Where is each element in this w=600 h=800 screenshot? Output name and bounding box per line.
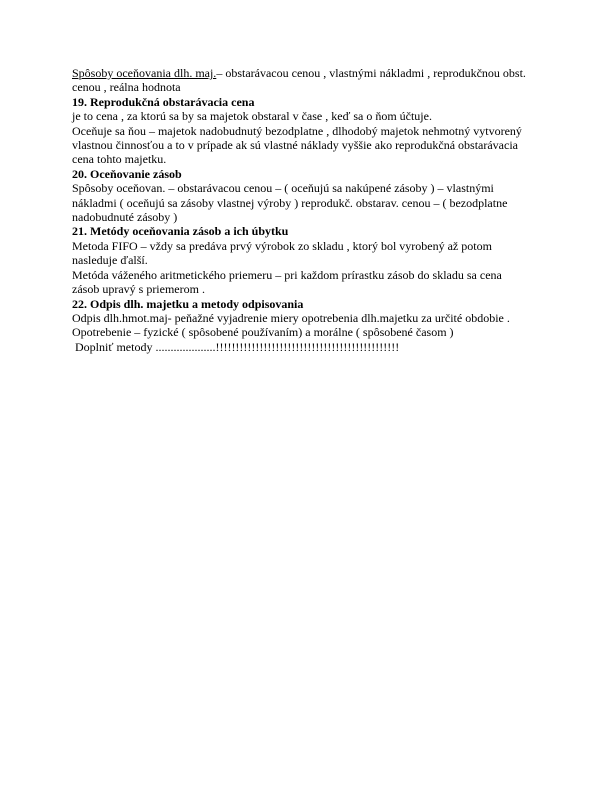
section-19 — [72, 95, 532, 167]
section-heading: 19. Reprodukčná obstarávacia cena — [72, 94, 255, 109]
section-heading: 21. Metódy oceňovania zásob a ich úbytku — [72, 224, 289, 239]
section-heading: 22. Odpis dlh. majetku a metody odpisovania — [72, 296, 304, 311]
section-20 — [72, 167, 532, 225]
intro-rest: – obstarávacou cenou , vlastnými nákladmi , reprodukčnou obst. cenou , reálna hodnota — [72, 66, 526, 95]
section-21 — [72, 224, 532, 296]
section-paragraph: Opotrebenie – fyzické ( spôsobené používaním) a morálne ( spôsobené časom ) — [72, 325, 454, 340]
intro-term: Spôsoby oceňovania dlh. maj. — [72, 66, 217, 80]
section-paragraph: Doplniť metody ....................!!!!!!!!!!!!!!!!!!!!!!!!!!!!!!!!!!!!!!!!!!!!!! — [72, 339, 400, 354]
section-paragraph: Metóda váženého aritmetického priemeru – pri každom prírastku zásob do skladu sa cena zásob upravý s priemerom . — [72, 267, 502, 297]
section-22 — [72, 297, 532, 355]
intro-paragraph — [72, 66, 532, 95]
section-paragraph: Metoda FIFO – vždy sa predáva prvý výrobok zo skladu , ktorý bol vyrobený až potom nasleduje ďalší. — [72, 238, 492, 268]
section-paragraph: Spôsoby oceňovan. – obstarávacou cenou – ( oceňujú sa nakúpené zásoby ) – vlastnými nákladmi ( oceňujú sa zásoby vlastnej výroby ) reprodukč. obstarav. cenou – ( bezodplatne nadobudnuté zásoby ) — [72, 181, 508, 225]
section-heading: 20. Oceňovanie zásob — [72, 166, 182, 181]
section-paragraph: Odpis dlh.hmot.maj- peňažné vyjadrenie miery opotrebenia dlh.majetku za určité obdobie . — [72, 310, 510, 325]
section-paragraph: je to cena , za ktorú sa by sa majetok obstaral v čase , keď sa o ňom účtuje. — [72, 109, 432, 124]
document-page — [72, 66, 532, 354]
section-paragraph: Oceňuje sa ňou – majetok nadobudnutý bezodplatne , dlhodobý majetok nehmotný vytvorený vlastnou činnosťou a to v prípade ak sú vlastné náklady vyššie ako reprodukčná obstarávacia cena tohto majetku. — [72, 123, 522, 167]
